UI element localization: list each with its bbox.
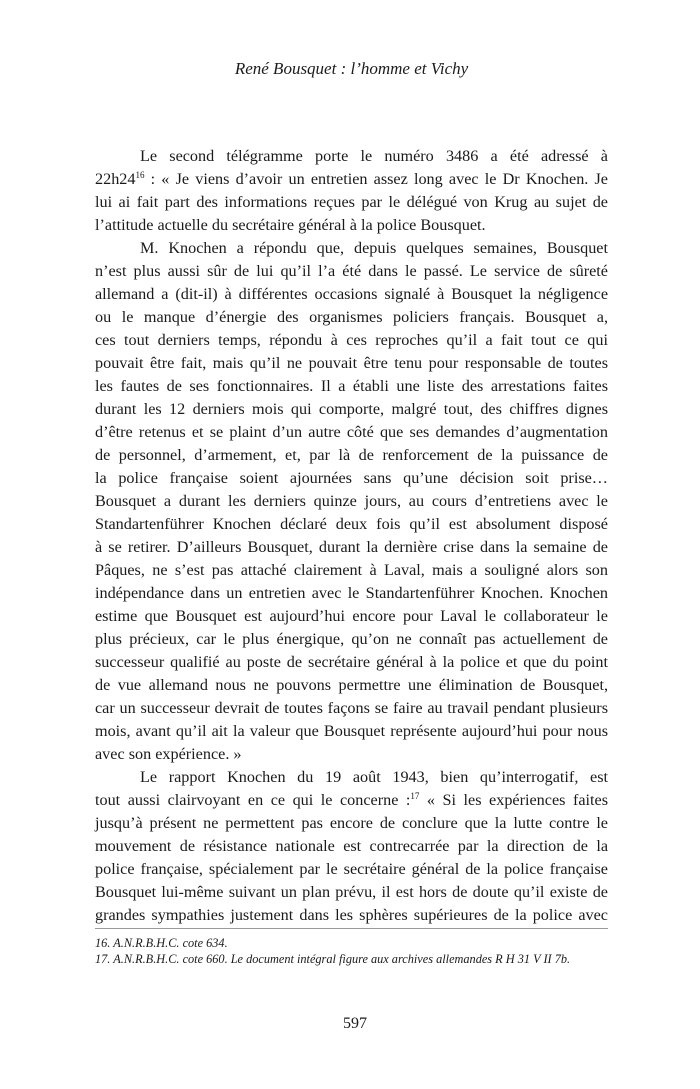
text-line: Bousquet lui-même suivant un plan prévu, il est hors de doute qu’il existe de (95, 883, 608, 901)
text-line: durant les 12 derniers mois qui comporte, malgré tout, des chiffres dignes (95, 400, 608, 418)
footnote-ref[interactable]: 17 (410, 791, 420, 801)
text-line: successeur qualifié au poste de secrétaire général à la police et que du point (95, 653, 608, 671)
text-line: M. Knochen a répondu que, depuis quelques semaines, Bousquet (140, 239, 608, 257)
text-line: Standartenführer Knochen déclaré deux fois qu’il est absolument disposé (95, 515, 608, 533)
text-line: grandes sympathies justement dans les sphères supérieures de la police avec (95, 906, 608, 924)
text-line: $22h24^{16}$ : « Je viens d’avoir un entretien assez long avec le Dr Knochen. Je (95, 170, 608, 188)
body-text (95, 145, 608, 927)
text-line: d’être retenus et se plaint d’un autre côté que ses demandes d’augmentation (95, 423, 608, 441)
footnote-text: A.N.R.B.H.C. cote 634. (113, 936, 228, 950)
text-line: lui ai fait part des informations reçues par le délégué von Krug au sujet de (95, 193, 608, 211)
text-line: Bousquet a durant les derniers quinze jours, au cours d’entretiens avec le (95, 492, 608, 510)
text-line: les fautes de ses fonctionnaires. Il a établi une liste des arrestations faites (95, 377, 608, 395)
text-line: allemand a (dit-il) à différentes occasions signalé à Bousquet la négligence (95, 285, 608, 303)
text-line: ou le manque d’énergie des organismes policiers français. Bousquet a, (95, 308, 608, 326)
text-line: Le second télégramme porte le numéro 3486 a été adressé à (140, 147, 608, 165)
footnote-16 (95, 935, 635, 951)
text-line: mois, avant qu’il ait la valeur que Bousquet représente aujourd’hui pour nous (95, 722, 608, 740)
page-number: 597 (343, 1015, 367, 1032)
text-line: à se retirer. D’ailleurs Bousquet, durant la dernière crise dans la semaine de (95, 538, 608, 556)
text-line: estime que Bousquet est aujourd’hui encore pour Laval le collaborateur le (95, 607, 608, 625)
text-line: l’attitude actuelle du secrétaire général à la police Bousquet. (95, 216, 486, 234)
text-line: plus précieux, car le plus énergique, qu’on ne connaît pas actuellement de (95, 630, 608, 648)
text-line: Le rapport Knochen du 19 août 1943, bien qu’interrogatif, est (140, 768, 608, 786)
text-line: n’est plus aussi sûr de lui qu’il l’a été dans le passé. Le service de sûreté (95, 262, 608, 280)
text-line: Pâques, ne s’est pas attaché clairement à Laval, mais a souligné alors son (95, 561, 608, 579)
text-line: police française, spécialement par le secrétaire général de la police française (95, 860, 608, 878)
text-line: ces tout derniers temps, répondu à ces reproches qu’il a fait tout ce qui (95, 331, 608, 349)
running-head: René Bousquet : l’homme et Vichy (234, 59, 469, 78)
footnote-text: A.N.R.B.H.C. cote 660. Le document intégral figure aux archives allemandes R H 31 V II 7b. (113, 952, 571, 966)
footnotes (95, 935, 635, 967)
text-line: de vue allemand nous ne pouvons permettre une élimination de Bousquet, (95, 676, 608, 694)
text-line: pouvait être fait, mais qu’il ne pouvait être tenu pour responsable de toutes (95, 354, 608, 372)
footnote-number: 16. (95, 936, 111, 950)
text-line: indépendance dans un entretien avec le Standartenführer Knochen. Knochen (95, 584, 608, 602)
text-line: de personnel, d’armement, et, par là de renforcement de la puissance de (95, 446, 608, 464)
text-line: jusqu’à présent ne permettent pas encore de conclure que la lutte contre le (95, 814, 608, 832)
text-line: la police française soient ajournées sans qu’une décision soit prise… (95, 469, 608, 487)
footnote-number: 17. (95, 952, 111, 966)
text-line: mouvement de résistance nationale est contrecarrée par la direction de la (95, 837, 608, 855)
footnote-17 (95, 951, 635, 967)
footnote-separator (95, 928, 608, 929)
text-line: avec son expérience. » (95, 745, 242, 763)
text-line: tout aussi clairvoyant en ce qui le concerne :$^{17}$ « Si les expériences faites (95, 791, 608, 809)
footnote-ref[interactable]: 16 (135, 170, 145, 180)
text-line: car un successeur devrait de toutes façons se faire au travail pendant plusieurs (95, 699, 608, 717)
